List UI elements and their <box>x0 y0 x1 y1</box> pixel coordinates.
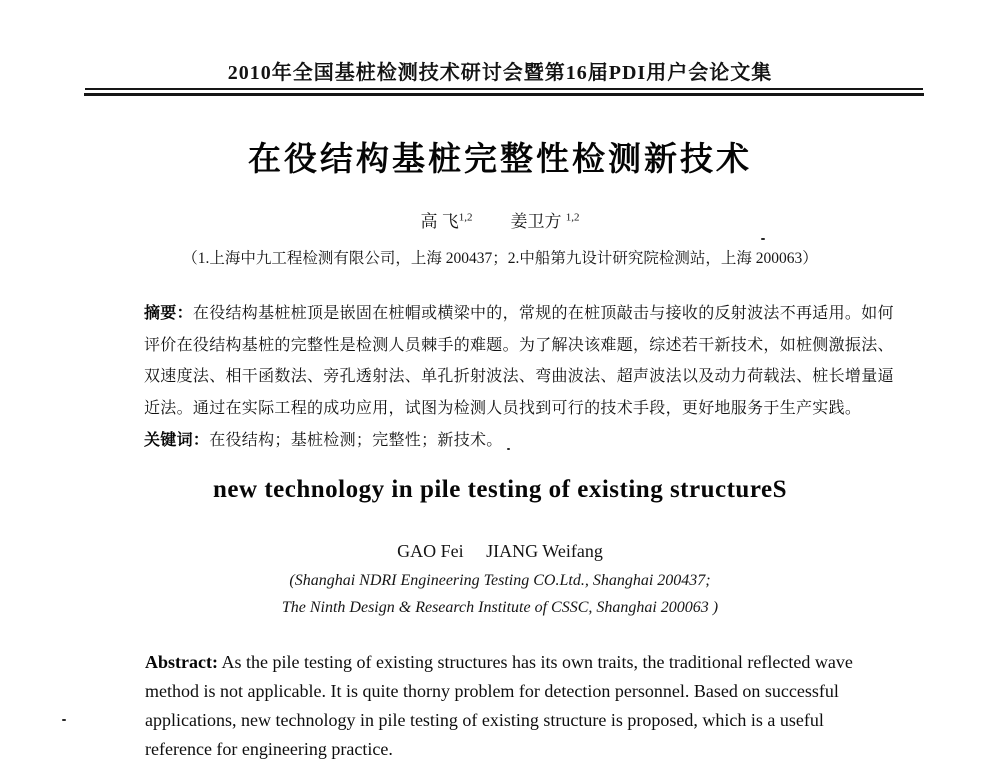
author-cn-2-affil-marker: 1,2 <box>565 211 580 224</box>
abstract-en-label: Abstract: <box>145 652 218 672</box>
abstract-en-line-3: applications, new technology in pile testing of existing structure is proposed, which is a useful <box>145 710 824 730</box>
header-double-rule-top <box>85 88 923 90</box>
paper-title-en: new technology in pile testing of existing structureS <box>213 476 787 503</box>
abstract-cn-block <box>144 297 894 457</box>
author-cn-1-name: 高 飞 <box>420 212 459 231</box>
abstract-cn-label: 摘要： <box>144 303 193 322</box>
affiliation-en-line-2: The Ninth Design & Research Institute of CSSC, Shanghai 200063 ) <box>281 599 719 616</box>
abstract-en-block <box>145 648 885 760</box>
paper-title-cn: 在役结构基桩完整性检测新技术 <box>248 139 752 178</box>
abstract-cn-line-1 <box>144 297 894 330</box>
abstract-cn-line-2: 评价在役结构基桩的完整性是检测人员棘手的难题。为了解决该难题，综述若干新技术，如桩侧激振法、 <box>144 336 894 354</box>
abstract-en-line-4: reference for engineering practice. <box>145 739 393 759</box>
author-cn-2-name: 姜卫方 <box>510 212 562 231</box>
authors-line-cn <box>0 207 1000 232</box>
author-cn-1 <box>421 212 473 231</box>
abstract-en-line-1 <box>145 648 885 677</box>
abstract-cn-line-1-text: 在役结构基桩桩顶是嵌固在桩帽或横梁中的，常规的在桩顶敲击与接收的反射波法不再适用。如何 <box>192 305 894 322</box>
abstract-cn-line-3: 双速度法、相干函数法、旁孔透射法、单孔折射波法、弯曲波法、超声波法以及动力荷载法、桩长增量逼 <box>144 368 894 385</box>
proceedings-header: 2010年全国基桩检测技术研讨会暨第16届PDI用户会论文集 <box>227 62 773 84</box>
keywords-cn-text: 在役结构；基桩检测；完整性；新技术。 <box>209 432 503 449</box>
scan-speck <box>507 448 510 450</box>
authors-line-en: GAO Fei JIANG Weifang <box>397 541 603 561</box>
keywords-cn-line <box>144 424 884 457</box>
abstract-cn-line-4: 近法。通过在实际工程的成功应用，试图为检测人员找到可行的技术手段，更好地服务于生产实践。 <box>144 399 862 417</box>
scan-speck <box>62 719 66 721</box>
author-cn-2 <box>511 212 580 231</box>
keywords-cn-label: 关键词： <box>144 430 210 449</box>
affiliation-en-line-1: (Shanghai NDRI Engineering Testing CO.Ltd., Shanghai 200437; <box>289 572 711 589</box>
affiliation-line-cn: （1.上海中九工程检测有限公司，上海 200437；2.中船第九设计研究院检测站，上海 200063） <box>182 250 818 267</box>
author-cn-1-affil-marker: 1,2 <box>458 211 473 224</box>
abstract-en-line-1-text: As the pile testing of existing structures has its own traits, the traditional reflected wave <box>221 652 853 672</box>
scan-speck <box>761 238 765 240</box>
header-double-rule-bottom <box>84 93 924 96</box>
abstract-en-line-2: method is not applicable. It is quite thorny problem for detection personnel. Based on successful <box>145 681 839 701</box>
